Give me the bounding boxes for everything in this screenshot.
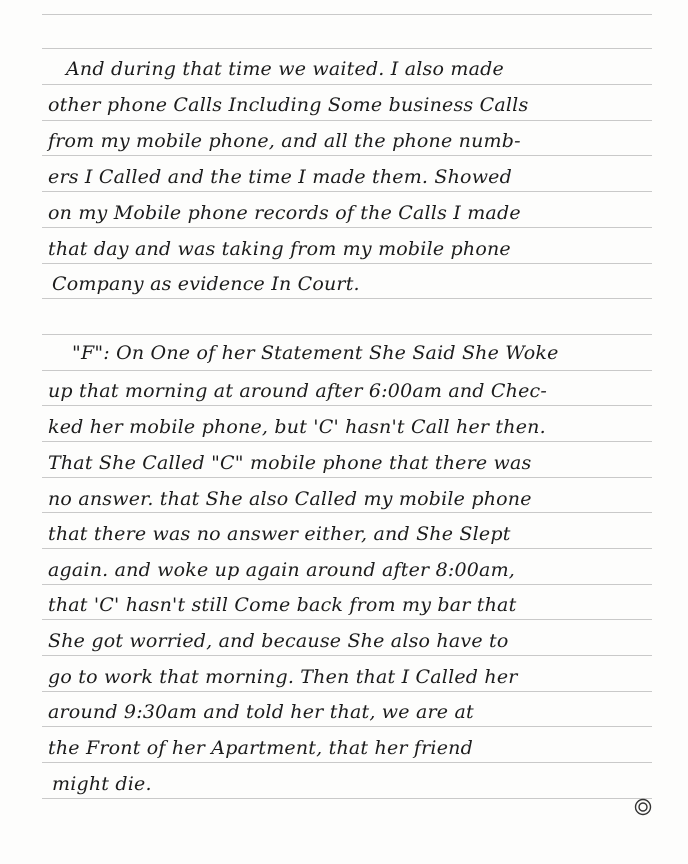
- text-line: "F": On One of her Statement She Said She Woke: [72, 342, 559, 364]
- ruled-line: [42, 798, 652, 799]
- text-line: that day and was taking from my mobile phone: [48, 238, 511, 260]
- text-line: up that morning at around after 6:00am and Chec-: [48, 380, 547, 402]
- text-line: ers I Called and the time I made them. Showed: [48, 166, 512, 188]
- ruled-line: [42, 48, 652, 49]
- text-line: other phone Calls Including Some business Calls: [48, 94, 529, 116]
- ruled-line: [42, 655, 652, 656]
- text-line: That She Called "C" mobile phone that there was: [48, 452, 532, 474]
- ruled-line: [42, 441, 652, 442]
- text-line: that there was no answer either, and She Slept: [48, 523, 511, 545]
- ruled-line: [42, 227, 652, 228]
- ruled-line: [42, 298, 652, 299]
- text-line: that 'C' hasn't still Come back from my bar that: [48, 594, 517, 616]
- text-line: might die.: [52, 773, 152, 795]
- ruled-line: [42, 548, 652, 549]
- ruled-line: [42, 263, 652, 264]
- ruled-line: [42, 370, 652, 371]
- ruled-line: [42, 14, 652, 15]
- ruled-line: [42, 477, 652, 478]
- ruled-line: [42, 120, 652, 121]
- text-line: again. and woke up again around after 8:00am,: [48, 559, 516, 581]
- text-line: around 9:30am and told her that, we are at: [48, 701, 474, 723]
- text-line: on my Mobile phone records of the Calls I made: [48, 202, 521, 224]
- text-line: no answer. that She also Called my mobile phone: [48, 488, 532, 510]
- text-line: She got worried, and because She also have to: [48, 630, 509, 652]
- ruled-line: [42, 334, 652, 335]
- ruled-line: [42, 405, 652, 406]
- ruled-line: [42, 512, 652, 513]
- text-line: ked her mobile phone, but 'C' hasn't Call her then.: [48, 416, 546, 438]
- text-line: And during that time we waited. I also made: [66, 58, 504, 80]
- ruled-line: [42, 155, 652, 156]
- circle-mark-icon: [634, 798, 652, 816]
- ruled-line: [42, 691, 652, 692]
- ruled-line: [42, 726, 652, 727]
- ruled-line: [42, 584, 652, 585]
- text-line: go to work that morning. Then that I Called her: [48, 666, 518, 688]
- ruled-line: [42, 619, 652, 620]
- ruled-line: [42, 762, 652, 763]
- text-line: the Front of her Apartment, that her friend: [48, 737, 473, 759]
- text-line: Company as evidence In Court.: [52, 273, 360, 295]
- ruled-line: [42, 191, 652, 192]
- ruled-line: [42, 84, 652, 85]
- text-line: from my mobile phone, and all the phone numb-: [48, 130, 521, 152]
